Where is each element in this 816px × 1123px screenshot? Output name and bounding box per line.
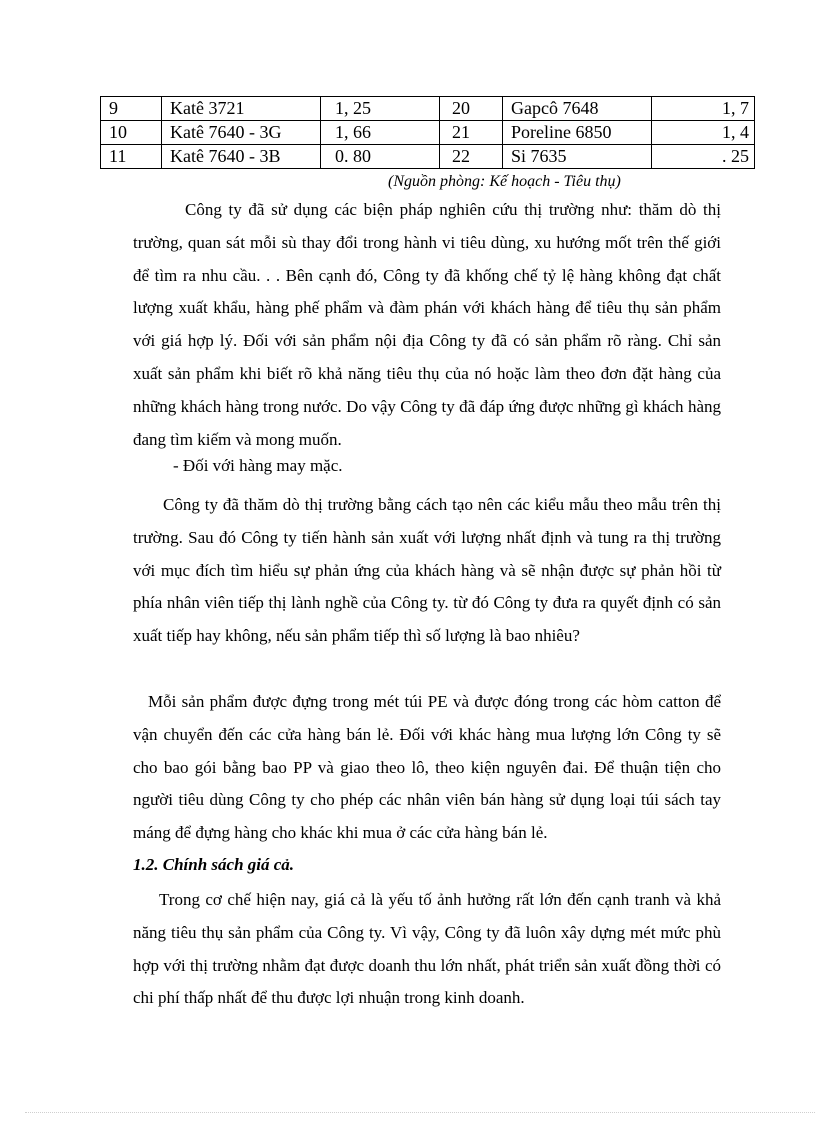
page-divider xyxy=(25,1112,815,1113)
table-cell: 1, 7 xyxy=(652,97,755,121)
paragraph-market-research: Công ty đã sử dụng các biện pháp nghiên cứu thị trường như: thăm dò thị trường, quan sát mỗi sù thay đổi trong hành vi tiêu dùng, xu hướng mốt trên thế giới để tìm ra nhu cầu. . . Bên cạnh đó, Công ty đã khống chế tỷ lệ hàng không đạt chất lượng xuất khẩu, hàng phế phẩm và đàm phán với khách hàng để tiêu thụ sản phẩm với giá hợp lý. Đối với sản phẩm nội địa Công ty đã có sản phẩm rõ ràng. Chỉ sản xuất sản phẩm khi biết rõ khả năng tiêu thụ của nó hoặc làm theo đơn đặt hàng của những khách hàng trong nước. Do vậy Công ty đã đáp ứng được những gì khách hàng đang tìm kiếm và mong muốn. xyxy=(133,200,721,449)
table-cell: 1, 25 xyxy=(321,97,440,121)
table-cell: Si 7635 xyxy=(503,145,652,169)
product-table xyxy=(100,96,755,169)
table-cell: 20 xyxy=(440,97,503,121)
table-cell: Gapcô 7648 xyxy=(503,97,652,121)
table-cell: 11 xyxy=(101,145,162,169)
table-cell: 1, 66 xyxy=(321,121,440,145)
table-row xyxy=(101,97,755,121)
source-note: (Nguồn phòng: Kế hoạch - Tiêu thụ) xyxy=(388,173,621,190)
table-cell: Katê 7640 - 3G xyxy=(162,121,321,145)
table-cell: 10 xyxy=(101,121,162,145)
table-cell: 22 xyxy=(440,145,503,169)
table-cell: Katê 3721 xyxy=(162,97,321,121)
table-row xyxy=(101,145,755,169)
table-cell: 1, 4 xyxy=(652,121,755,145)
table-cell: 0. 80 xyxy=(321,145,440,169)
table-cell: Katê 7640 - 3B xyxy=(162,145,321,169)
table-cell: 21 xyxy=(440,121,503,145)
paragraph-pricing: Trong cơ chế hiện nay, giá cả là yếu tố ảnh hưởng rất lớn đến cạnh tranh và khả năng tiêu thụ sản phẩm của Công ty. Vì vậy, Công ty đã luôn xây dựng mét mức phù hợp với thị trường nhằm đạt được doanh thu lớn nhất, phát triển sản xuất đồng thời có chi phí thấp nhất để thu được lợi nhuận trong kinh doanh. xyxy=(133,890,721,1008)
table-cell: . 25 xyxy=(652,145,755,169)
table-cell: 9 xyxy=(101,97,162,121)
subheading-garments: - Đối với hàng may mặc. xyxy=(173,456,343,475)
section-heading: 1.2. Chính sách giá cả. xyxy=(133,855,295,874)
table-cell: Poreline 6850 xyxy=(503,121,652,145)
paragraph-packaging: Mỗi sản phẩm được đựng trong mét túi PE và được đóng trong các hòm catton để vận chuyển đến các cửa hàng bán lẻ. Đối với khác hàng mua lượng lớn Công ty sẽ cho bao gói bằng bao PP và giao theo lô, theo kiện nguyên đai. Để thuận tiện cho người tiêu dùng Công ty cho phép các nhân viên bán hàng sử dụng loại túi sách tay máng để đựng hàng cho khác khi mua ở các cửa hàng bán lẻ. xyxy=(133,692,721,843)
paragraph-garments: Công ty đã thăm dò thị trường bằng cách tạo nên các kiểu mẫu theo mẫu trên thị trường. Sau đó Công ty tiến hành sản xuất với lượng nhất định và tung ra thị trường với mục đích tìm hiểu sự phản ứng của khách hàng và sẽ nhận được sự phản hồi từ phía nhân viên tiếp thị lành nghề của Công ty. từ đó Công ty đưa ra quyết định có sản xuất tiếp hay không, nếu sản phẩm tiếp thì số lượng là bao nhiêu? xyxy=(133,495,721,646)
table-row xyxy=(101,121,755,145)
